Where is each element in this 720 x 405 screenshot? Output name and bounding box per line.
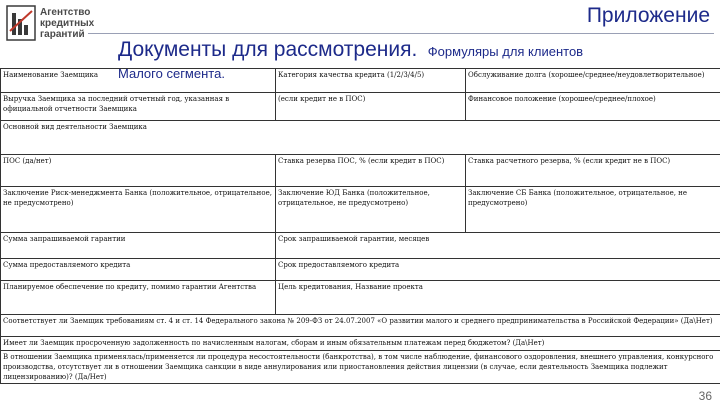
header-divider [88,33,714,34]
agency-logo-icon [6,5,36,41]
agency-logo-text [40,7,94,40]
form-field-credit-amount: Сумма предоставляемого кредита [1,259,276,281]
form-field-security-conclusion: Заключение СБ Банка (положительное, отрицательное, не предусмотрено) [466,187,720,233]
form-field-pos: ПОС (да/нет) [1,155,276,187]
form-field-credit-purpose: Цель кредитования, Название проекта [276,281,720,315]
segment-label: Малого сегмента. [118,66,225,81]
form-field-collateral: Планируемое обеспечение по кредиту, помимо гарантии Агентства [1,281,276,315]
form-field-main-activity: Основной вид деятельности Заемщика [1,121,720,155]
form-field-guarantee-term: Срок запрашиваемой гарантии, месяцев [276,233,720,259]
form-field-debt-service: Обслуживание долга (хорошее/среднее/неудовлетворительное) [466,69,720,93]
table-row [1,233,720,259]
table-row [1,155,720,187]
form-field-risk-conclusion: Заключение Риск-менеджмента Банка (положительное, отрицательное, не предусмотрено) [1,187,276,233]
table-row [1,259,720,281]
form-field-credit-term: Срок предоставляемого кредита [276,259,720,281]
agency-logo [6,3,106,43]
table-row [1,69,720,93]
table-row [1,351,720,384]
logo-line-3: гарантий [40,28,85,40]
form-field-bankruptcy: В отношении Заемщика применялась/применяется ли процедура несостоятельности (банкротства), в том числе наблюдение, финансового оздоровления, внешнего управления, конкурсного производства, отсутствует ли в отношении Заемщика санкции в виде аннулирования или приостановления действия лицензии (в случае, если деятельность Заемщика подлежит лицензированию)? (Да/Нет) [1,351,720,384]
table-row [1,187,720,233]
form-field-borrower-name: Наименование Заемщика [1,69,276,93]
form-field-financial-position: Финансовое положение (хорошее/среднее/плохое) [466,93,720,121]
table-row [1,93,720,121]
table-row [1,121,720,155]
table-row [1,337,720,351]
form-field-revenue: Выручка Заемщика за последний отчетный год, указанная в официальной отчетности Заемщика [1,93,276,121]
form-field-tax-arrears: Имеет ли Заемщик просроченную задолженность по начисленным налогам, сборам и иным обязательным платежам перед бюджетом? (Да\Нет) [1,337,720,351]
table-row [1,315,720,337]
form-field-credit-category: Категория качества кредита (1/2/3/4/5) [276,69,466,93]
page-number: 36 [698,389,712,403]
logo-line-1: Агентство [40,6,91,18]
page-title-main: Документы для рассмотрения. [118,38,418,61]
form-field-guarantee-amount: Сумма запрашиваемой гарантии [1,233,276,259]
page-subtitle: Формуляры для клиентов [427,44,584,59]
form-field-pos-reserve-rate: Ставка резерва ПОС, % (если кредит в ПОС) [276,155,466,187]
page-title [118,38,583,62]
table-row [1,281,720,315]
form-field-legal-conclusion: Заключение ЮД Банка (положительное, отрицательное, не предусмотрено) [276,187,466,233]
form-field-calc-reserve-rate: Ставка расчетного резерва, % (если кредит не в ПОС) [466,155,720,187]
form-field-law-compliance: Соответствует ли Заемщик требованиям ст. 4 и ст. 14 Федерального закона № 209-ФЗ от 24.07.2007 «О развитии малого и среднего предпринимательства в Российской Федерации» (Да\Нет) [1,315,720,337]
client-form-table [0,68,720,384]
form-field-credit-not-pos: (если кредит не в ПОС) [276,93,466,121]
logo-line-2: кредитных [40,17,95,29]
appendix-label: Приложение [586,4,710,27]
